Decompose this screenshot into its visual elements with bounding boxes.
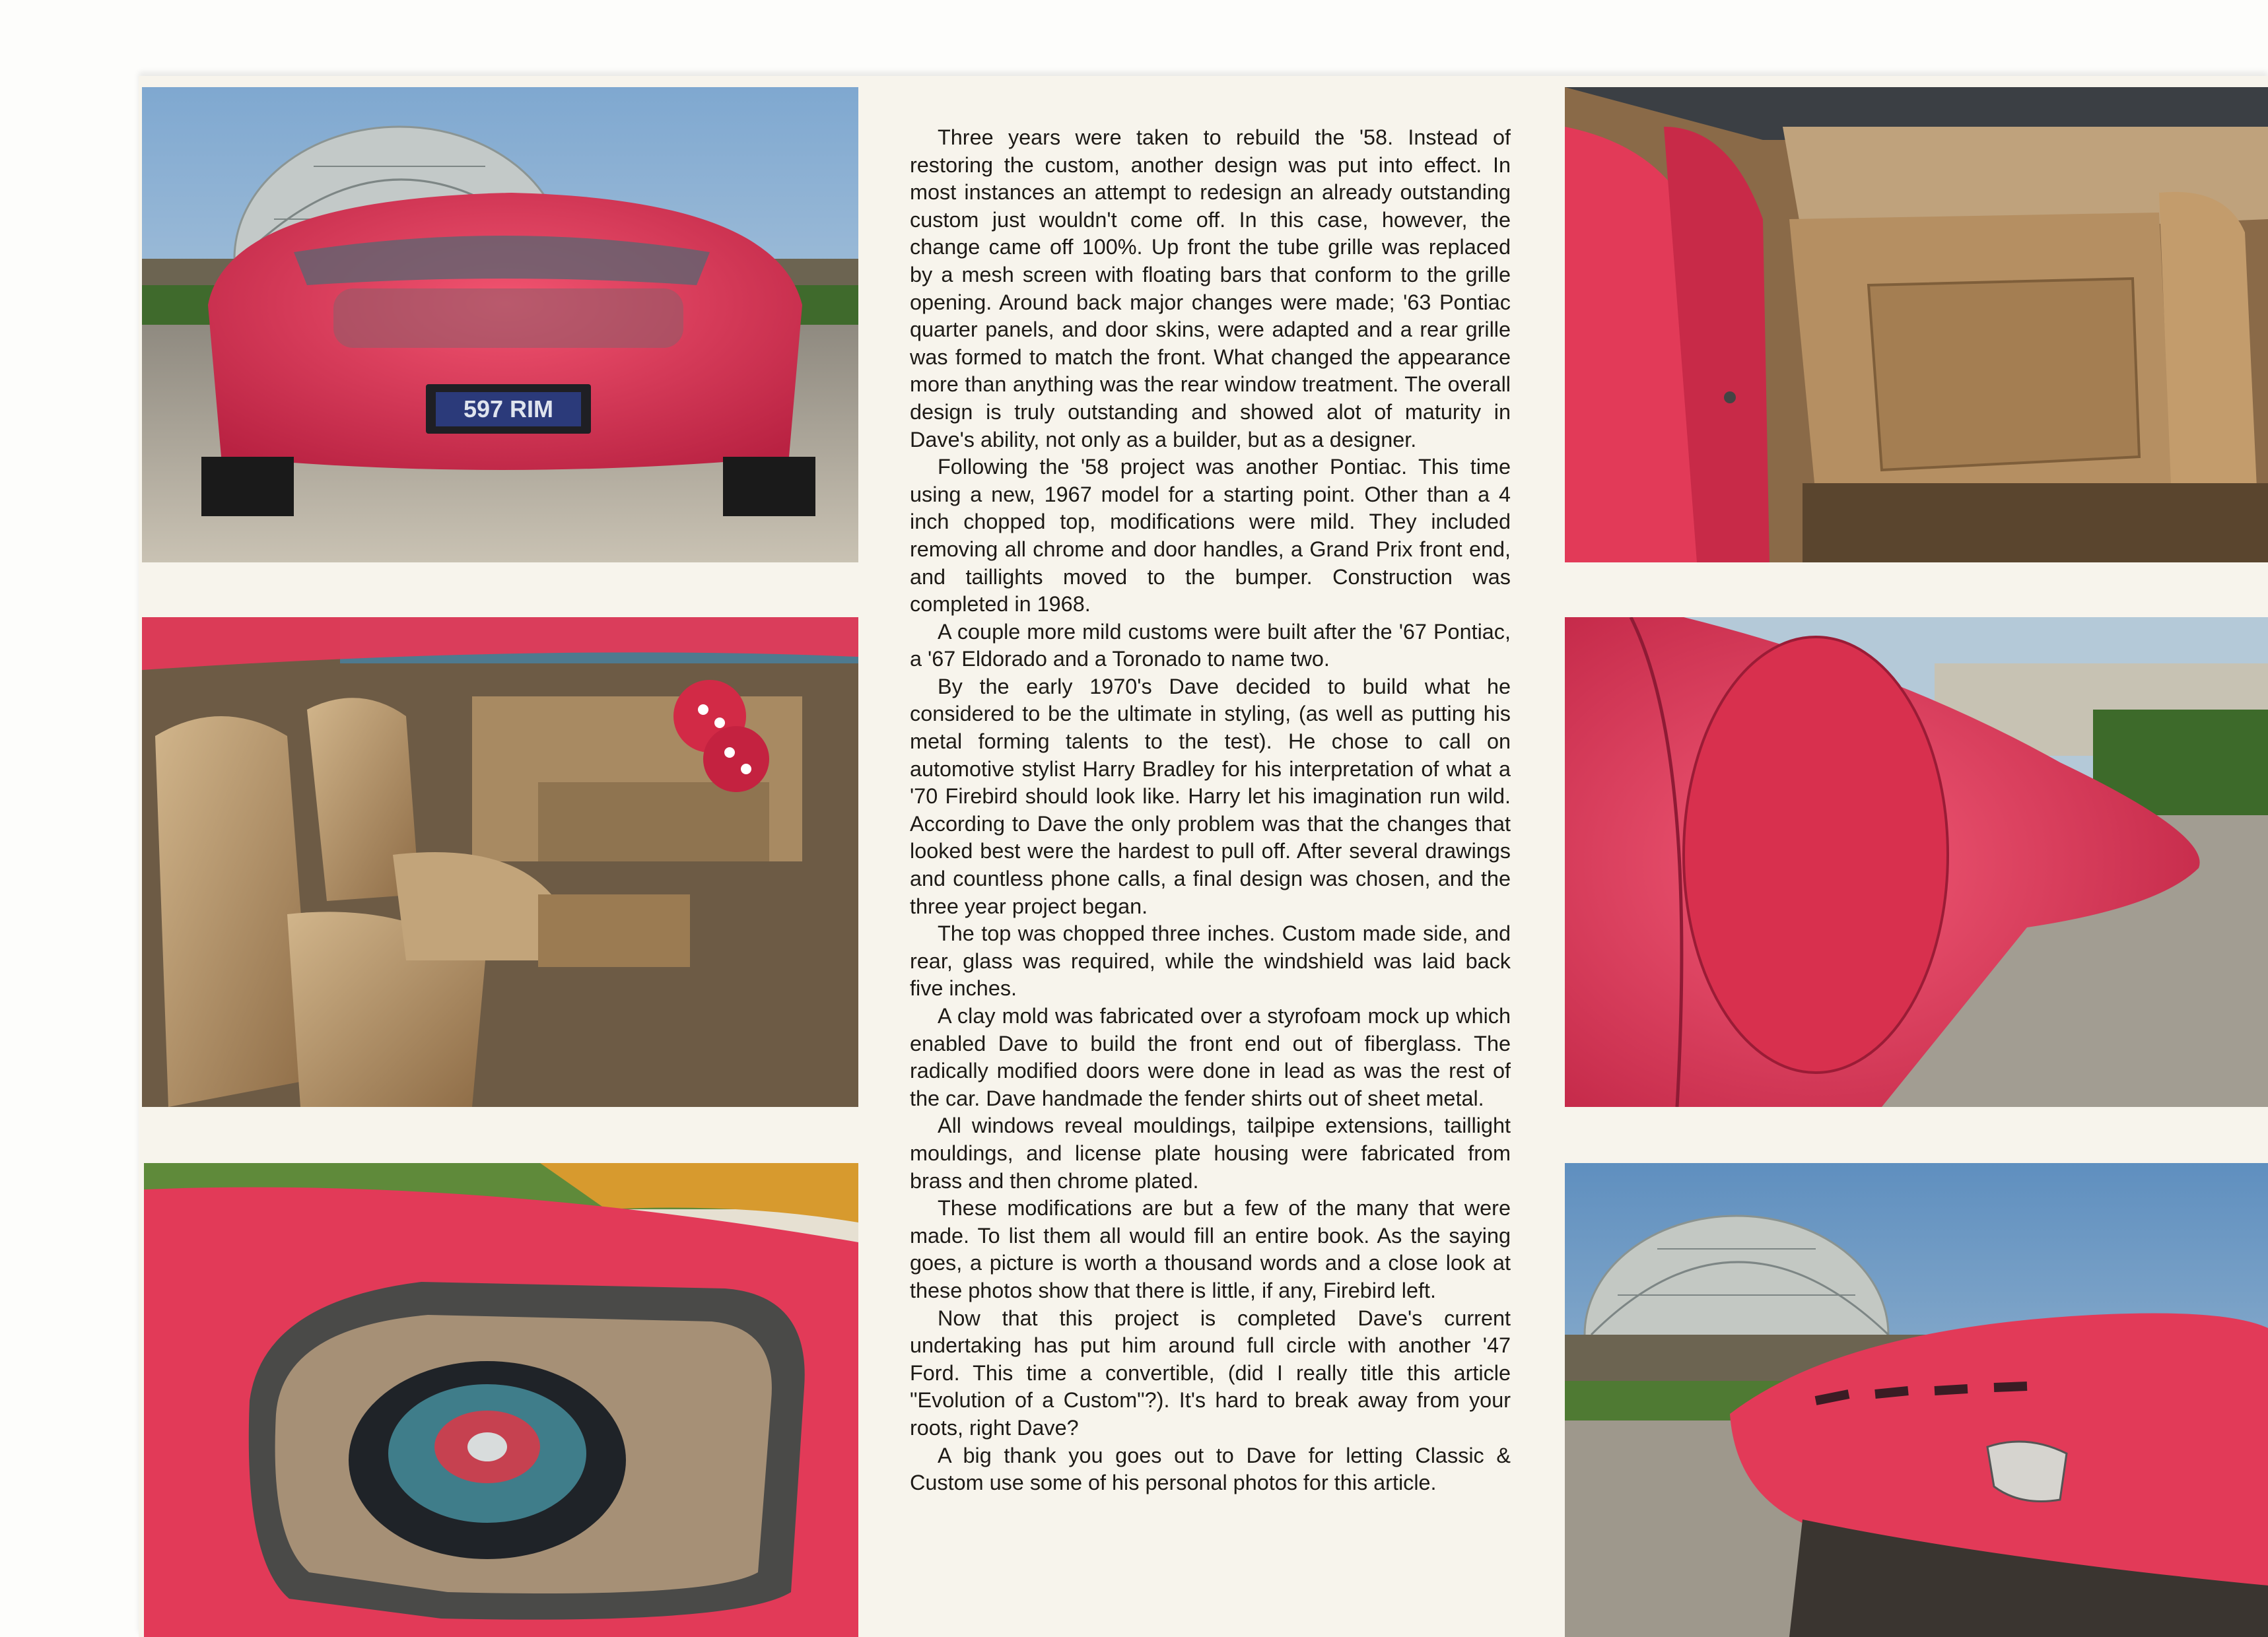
photo-door-interior	[1565, 87, 2268, 562]
article-paragraph: A big thank you goes out to Dave for letting Classic & Custom use some of his personal photos for this article.	[910, 1443, 1511, 1495]
photo-rear-view	[142, 87, 858, 562]
photo-trunk-spare-tire	[144, 1163, 858, 1637]
license-plate-text: 597 RIM	[463, 395, 554, 422]
article-paragraph: These modifications are but a few of the many that were made. To list them all would fill an entire book. As the saying goes, a picture is worth a thousand words and a close look at these photos show that there is little, if any, Firebird left.	[910, 1196, 1511, 1302]
article-paragraph: By the early 1970's Dave decided to build what he considered to be the ultimate in styling, (as well as putting his metal forming talents to the test). He chose to call on automotive stylist Harry Bradley for his interpretation of what a '70 Firebird should look like. Harry let his imagination run wild. According to Dave the only problem was that the changes that looked best were the hardest to pull off. After several drawings and countless phone calls, a final design was chosen, and the three year project began.	[910, 674, 1511, 918]
article-paragraph: All windows reveal mouldings, tailpipe extensions, taillight mouldings, and license plate housing were fabricated from brass and then chrome plated.	[910, 1114, 1511, 1193]
article-paragraph: The top was chopped three inches. Custom made side, and rear, glass was required, while the windshield was laid back five inches.	[910, 921, 1511, 1001]
photo-front-dome	[1565, 1163, 2268, 1637]
article-paragraph: Three years were taken to rebuild the '58. Instead of restoring the custom, another design was put into effect. In most instances an attempt to redesign an already outstanding custom just wouldn't come off. In this case, however, the change came off 100%. Up front the tube grille was replaced by a mesh screen with floating bars that conform to the grille opening. Around back major changes were made; '63 Pontiac quarter panels, and door skins, were adapted and a rear grille was formed to match the front. What changed the appearance more than anything was the rear window treatment. The overall design is truly outstanding and showed alot of maturity in Dave's ability, not only as a builder, but as a designer.	[910, 125, 1511, 451]
article-paragraph: A couple more mild customs were built after the '67 Pontiac, a '67 Eldorado and a Toronado to name two.	[910, 619, 1511, 671]
article-paragraph: Now that this project is completed Dave's current undertaking has put him around full circle with another '47 Ford. This time a convertible, (did I really title this article "Evolution of a Custom"?). It's hard to break away from your roots, right Dave?	[910, 1306, 1511, 1440]
article-paragraph: Following the '58 project was another Pontiac. This time using a new, 1967 model for a starting point. Other than a 4 inch chopped top, modifications were mild. They included removing all chrome and door handles, a Grand Prix front end, and taillights moved to the bumper. Construction was completed in 1968.	[910, 455, 1511, 617]
photo-side-fender	[1565, 617, 2268, 1107]
photo-interior-seats	[142, 617, 858, 1107]
article-body	[910, 124, 1511, 1497]
article-paragraph: A clay mold was fabricated over a styrofoam mock up which enabled Dave to build the front end out of fiberglass. The radically modified doors were done in lead as was the rest of the car. Dave handmade the fender shirts out of sheet metal.	[910, 1004, 1511, 1110]
